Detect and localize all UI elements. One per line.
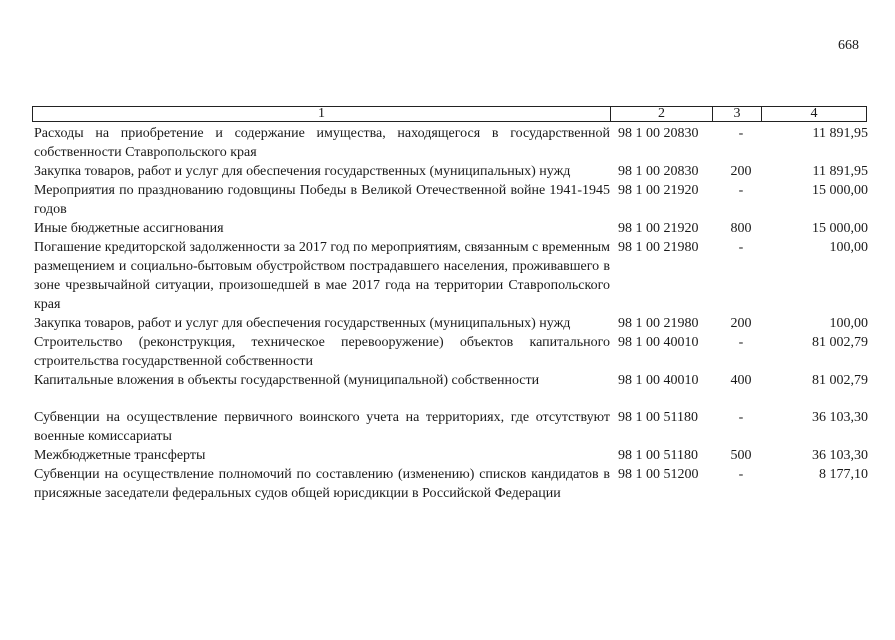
table-row: [34, 465, 868, 503]
row-type: 200: [730, 316, 752, 331]
row-name: Капитальные вложения в объекты государственной (муниципальной) собственности: [34, 373, 540, 388]
row-sum: 15 000,00: [812, 183, 868, 198]
column-header-row: [33, 107, 867, 122]
row-sum: 36 103,30: [812, 410, 868, 425]
table-row: [34, 219, 868, 238]
row-name: Субвенции на осуществление первичного воинского учета на территориях, где отсутствуют военные комиссариаты: [34, 410, 610, 444]
row-code: 98 1 00 51180: [618, 410, 698, 425]
row-type: 400: [730, 373, 752, 388]
row-sum: 100,00: [829, 240, 868, 255]
row-type: -: [738, 467, 744, 482]
row-type: 500: [730, 448, 752, 463]
table-row: [34, 371, 868, 390]
row-name: Строительство (реконструкция, техническое перевооружение) объектов капитального строительства государственной собственности: [34, 335, 610, 369]
table-row: [34, 314, 868, 333]
row-name: Расходы на приобретение и содержание имущества, находящегося в государственной собственности Ставропольского края: [34, 126, 610, 160]
column-header-3: 3: [713, 107, 762, 122]
row-code: 98 1 00 51200: [618, 467, 699, 482]
row-name: Погашение кредиторской задолженности за 2017 год по мероприятиям, связанным с временным размещением и социально-бытовым обустройством пострадавшего населения, проживавшего в зоне чрезвычайной ситуации, произошедшей в мае 2017 года на территории Ставропольского края: [34, 240, 610, 312]
column-header-2: 2: [611, 107, 713, 122]
table-row: [34, 238, 868, 314]
row-sum: 100,00: [829, 316, 868, 331]
row-name: Закупка товаров, работ и услуг для обеспечения государственных (муниципальных) нужд: [34, 164, 571, 179]
table-row: [34, 162, 868, 181]
row-sum: 81 002,79: [812, 373, 868, 388]
row-code: 98 1 00 21920: [618, 183, 699, 198]
row-code: 98 1 00 20830: [618, 126, 699, 141]
row-spacer: [34, 390, 868, 408]
table-row: [34, 333, 868, 371]
row-sum: 11 891,95: [812, 126, 868, 141]
column-header-4: 4: [762, 107, 867, 122]
row-sum: 36 103,30: [812, 448, 868, 463]
table-row: [34, 408, 868, 446]
row-type: -: [738, 126, 744, 141]
budget-rows: [34, 124, 868, 503]
row-name: Субвенции на осуществление полномочий по составлению (изменению) списков кандидатов в присяжные заседатели федеральных судов общей юрисдикции в Российской Федерации: [34, 467, 610, 501]
row-code: 98 1 00 21980: [618, 316, 699, 331]
row-code: 98 1 00 51180: [618, 448, 698, 463]
row-sum: 11 891,95: [812, 164, 868, 179]
column-header-1: 1: [33, 107, 611, 122]
column-header-table: [32, 106, 867, 122]
row-type: -: [738, 410, 744, 425]
page-number: 668: [838, 38, 859, 53]
row-code: 98 1 00 20830: [618, 164, 699, 179]
row-type: -: [738, 240, 744, 255]
row-name: Мероприятия по празднованию годовщины Победы в Великой Отечественной войне 1941-1945 годов: [34, 183, 610, 217]
row-code: 98 1 00 40010: [618, 335, 699, 350]
table-row: [34, 181, 868, 219]
row-name: Иные бюджетные ассигнования: [34, 221, 224, 236]
table-row: [34, 124, 868, 162]
row-type: -: [738, 183, 744, 198]
row-code: 98 1 00 21920: [618, 221, 699, 236]
table-row: [34, 446, 868, 465]
row-name: Закупка товаров, работ и услуг для обеспечения государственных (муниципальных) нужд: [34, 316, 571, 331]
row-name: Межбюджетные трансферты: [34, 448, 206, 463]
row-code: 98 1 00 40010: [618, 373, 699, 388]
row-type: 200: [730, 164, 752, 179]
row-sum: 81 002,79: [812, 335, 868, 350]
row-sum: 8 177,10: [819, 467, 868, 482]
row-type: -: [738, 335, 744, 350]
row-sum: 15 000,00: [812, 221, 868, 236]
row-type: 800: [730, 221, 752, 236]
row-code: 98 1 00 21980: [618, 240, 699, 255]
